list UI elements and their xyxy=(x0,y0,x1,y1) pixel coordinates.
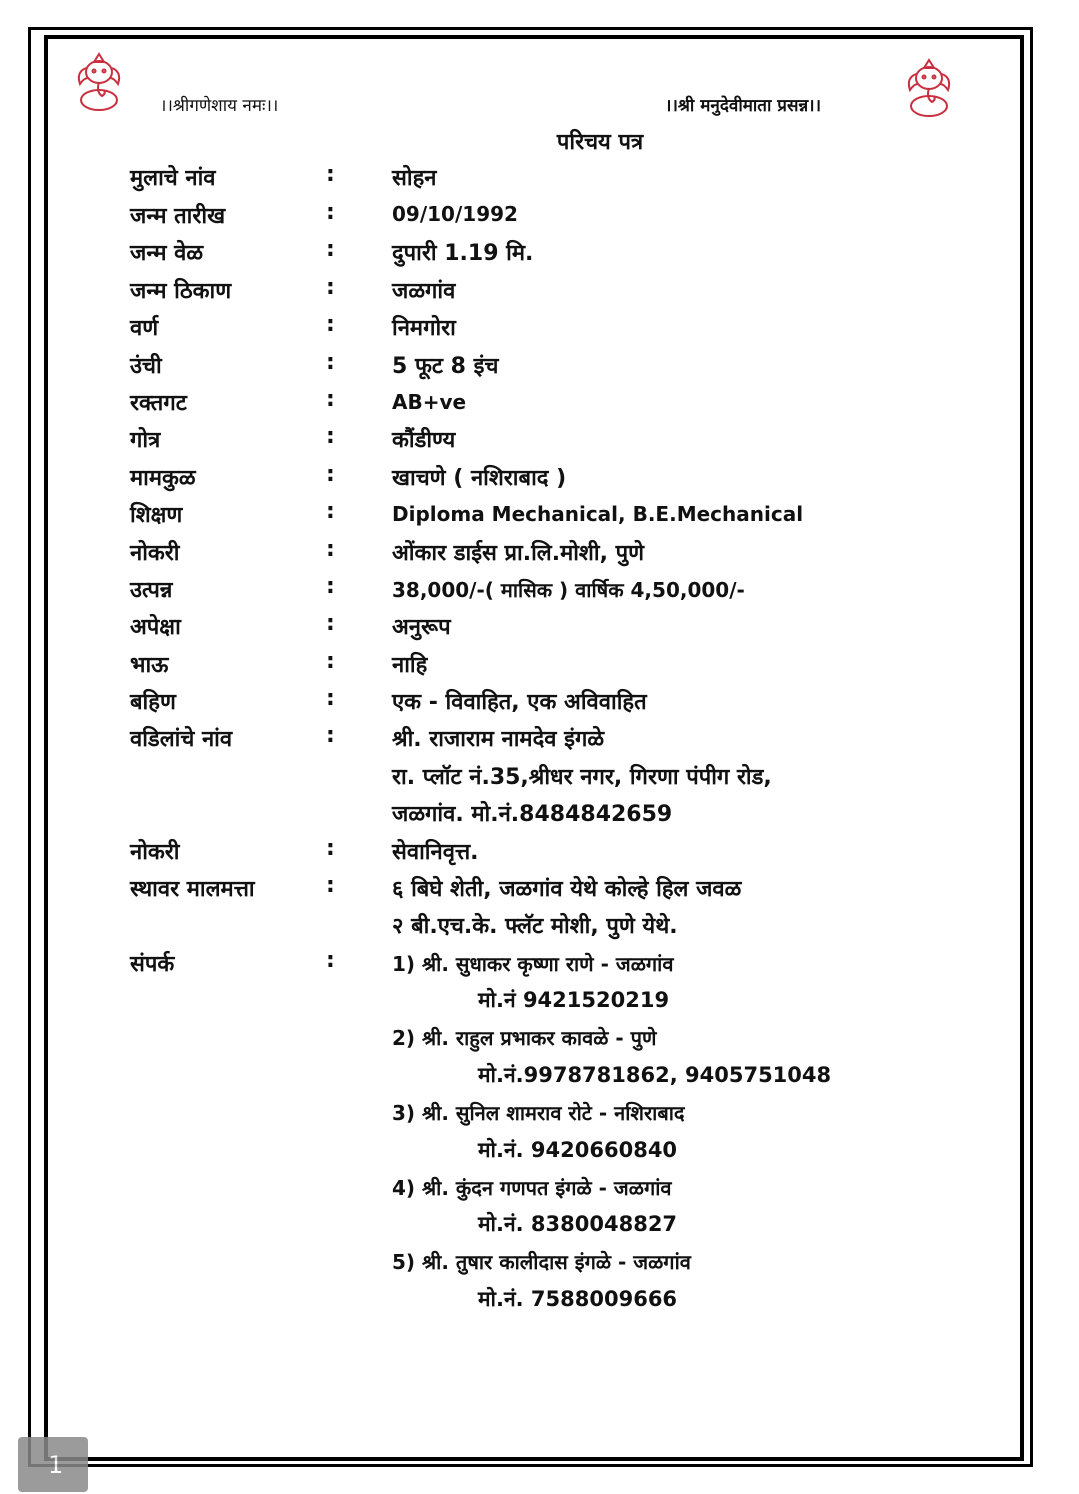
page-title: परिचय पत्र xyxy=(556,130,644,155)
field-value: जळगांव xyxy=(392,279,456,304)
field-colon: : xyxy=(326,611,335,636)
field-colon: : xyxy=(326,424,335,449)
father-name-label: वडिलांचे नांव xyxy=(130,727,233,752)
contact-name: 4) श्री. कुंदन गणपत इंगळे - जळगांव xyxy=(392,1176,672,1200)
field-value: 5 फूट 8 इंच xyxy=(392,354,499,379)
field-colon: : xyxy=(326,275,335,300)
field-label: जन्म वेळ xyxy=(130,241,204,266)
field-value: नाहि xyxy=(392,653,428,678)
page-number: 1 xyxy=(48,1451,64,1479)
page-indicator-button[interactable] xyxy=(18,1437,88,1492)
field-label: मामकुळ xyxy=(130,466,196,491)
father-address-line2: जळगांव. मो.नं.8484842659 xyxy=(392,802,673,827)
field-colon: : xyxy=(326,836,335,861)
field-label: वर्ण xyxy=(130,316,159,341)
field-value: खाचणे ( नशिराबाद ) xyxy=(392,466,567,491)
field-colon: : xyxy=(326,723,335,748)
father-job-value: सेवानिवृत्त. xyxy=(392,840,479,865)
contact-name: 2) श्री. राहुल प्रभाकर कावळे - पुणे xyxy=(392,1026,657,1050)
field-value: दुपारी 1.19 मि. xyxy=(392,241,534,266)
father-address-line1: रा. प्लॉट नं.35,श्रीधर नगर, गिरणा पंपीग रोड, xyxy=(392,765,772,790)
field-value: निमगोरा xyxy=(392,316,456,341)
property-line2: २ बी.एच.के. फ्लॅट मोशी, पुणे येथे. xyxy=(392,914,678,939)
right-blessing: ।।श्री मनुदेवीमाता प्रसन्न।। xyxy=(665,96,822,116)
field-colon: : xyxy=(326,649,335,674)
field-colon: : xyxy=(326,537,335,562)
field-label: जन्म ठिकाण xyxy=(130,279,232,304)
field-label: शिक्षण xyxy=(130,503,183,528)
field-colon: : xyxy=(326,237,335,262)
ganesh-icon xyxy=(900,56,958,120)
field-value: एक - विवाहित, एक अविवाहित xyxy=(392,690,647,715)
contact-phone: मो.नं. 7588009666 xyxy=(478,1287,678,1311)
field-colon: : xyxy=(326,200,335,225)
field-colon: : xyxy=(326,350,335,375)
field-value: अनुरूप xyxy=(392,615,451,640)
field-colon: : xyxy=(326,162,335,187)
contact-phone: मो.नं 9421520219 xyxy=(478,988,670,1012)
field-colon: : xyxy=(326,948,335,973)
field-label: अपेक्षा xyxy=(130,615,181,640)
property-line1: ६ बिघे शेती, जळगांव येथे कोल्हे हिल जवळ xyxy=(392,877,742,902)
field-label: गोत्र xyxy=(130,428,161,453)
field-colon: : xyxy=(326,312,335,337)
field-label: भाऊ xyxy=(130,653,169,678)
contact-label: संपर्क xyxy=(130,952,175,977)
field-value: 38,000/-( मासिक ) वार्षिक 4,50,000/- xyxy=(392,578,745,602)
field-label: उंची xyxy=(130,354,162,379)
contact-phone: मो.नं. 8380048827 xyxy=(478,1212,678,1236)
field-value: Diploma Mechanical, B.E.Mechanical xyxy=(392,502,804,526)
field-value: 09/10/1992 xyxy=(392,202,518,226)
field-label: रक्तगट xyxy=(130,391,187,416)
ganesh-icon xyxy=(70,50,128,114)
field-colon: : xyxy=(326,873,335,898)
field-label: बहिण xyxy=(130,690,176,715)
property-label: स्थावर मालमत्ता xyxy=(130,877,255,902)
contact-phone: मो.नं. 9420660840 xyxy=(478,1138,678,1162)
field-colon: : xyxy=(326,462,335,487)
field-value: कौंडीण्य xyxy=(392,428,456,453)
field-label: मुलाचे नांव xyxy=(130,166,216,191)
contact-name: 5) श्री. तुषार कालीदास इंगळे - जळगांव xyxy=(392,1250,691,1274)
left-blessing: ।।श्रीगणेशाय नमः।। xyxy=(160,96,279,116)
field-label: उत्पन्न xyxy=(130,578,173,603)
field-value: AB+ve xyxy=(392,390,467,414)
father-name: श्री. राजाराम नामदेव इंगळे xyxy=(392,727,605,752)
field-colon: : xyxy=(326,574,335,599)
contact-name: 1) श्री. सुधाकर कृष्णा राणे - जळगांव xyxy=(392,952,674,976)
contact-name: 3) श्री. सुनिल शामराव रोटे - नशिराबाद xyxy=(392,1101,685,1125)
field-label: जन्म तारीख xyxy=(130,204,226,229)
contact-phone: मो.नं.9978781862, 9405751048 xyxy=(478,1063,832,1087)
father-job-label: नोकरी xyxy=(130,840,180,865)
field-value: ओंकार डाईस प्रा.लि.मोशी, पुणे xyxy=(392,541,645,566)
field-value: सोहन xyxy=(392,166,437,191)
field-colon: : xyxy=(326,387,335,412)
field-colon: : xyxy=(326,686,335,711)
field-colon: : xyxy=(326,499,335,524)
field-label: नोकरी xyxy=(130,541,180,566)
